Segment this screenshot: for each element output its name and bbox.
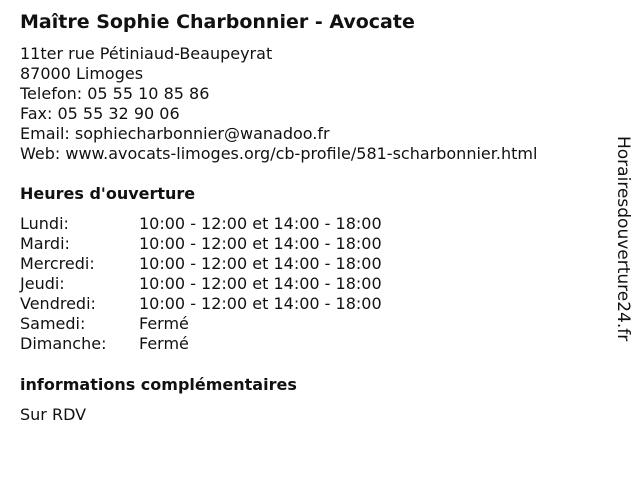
day-label: Samedi: xyxy=(20,314,86,333)
hours-value: 10:00 - 12:00 et 14:00 - 18:00 xyxy=(139,294,382,313)
address-city: 87000 Limoges xyxy=(20,64,144,83)
opening-hours-table xyxy=(20,214,382,354)
hours-row-wednesday xyxy=(20,254,382,274)
day-label: Mercredi: xyxy=(20,254,95,273)
hours-row-thursday xyxy=(20,274,382,294)
hours-row-friday xyxy=(20,294,382,314)
contact-details xyxy=(20,44,537,164)
additional-info-heading: informations complémentaires xyxy=(20,375,297,394)
fax-number: Fax: 05 55 32 90 06 xyxy=(20,104,180,123)
watermark xyxy=(612,136,636,346)
day-label: Vendredi: xyxy=(20,294,96,313)
hours-value: 10:00 - 12:00 et 14:00 - 18:00 xyxy=(139,214,382,233)
hours-row-saturday xyxy=(20,314,382,334)
day-label: Mardi: xyxy=(20,234,70,253)
opening-hours-heading: Heures d'ouverture xyxy=(20,184,196,203)
hours-row-tuesday xyxy=(20,234,382,254)
watermark-text: Horairesdouverture24.fr xyxy=(613,136,633,342)
day-label: Jeudi: xyxy=(20,274,65,293)
email-address: Email: sophiecharbonnier@wanadoo.fr xyxy=(20,124,330,143)
hours-value: Fermé xyxy=(139,334,189,353)
phone-number: Telefon: 05 55 10 85 86 xyxy=(20,84,210,103)
hours-value: 10:00 - 12:00 et 14:00 - 18:00 xyxy=(139,254,382,273)
page-title: Maître Sophie Charbonnier - Avocate xyxy=(20,11,415,33)
additional-info-text: Sur RDV xyxy=(20,405,87,424)
address-street: 11ter rue Pétiniaud-Beaupeyrat xyxy=(20,44,273,63)
hours-value: 10:00 - 12:00 et 14:00 - 18:00 xyxy=(139,274,382,293)
hours-value: 10:00 - 12:00 et 14:00 - 18:00 xyxy=(139,234,382,253)
day-label: Dimanche: xyxy=(20,334,107,353)
website-url: Web: www.avocats-limoges.org/cb-profile/581-scharbonnier.html xyxy=(20,144,538,163)
hours-row-sunday xyxy=(20,334,382,354)
day-label: Lundi: xyxy=(20,214,69,233)
hours-row-monday xyxy=(20,214,382,234)
hours-value: Fermé xyxy=(139,314,189,333)
